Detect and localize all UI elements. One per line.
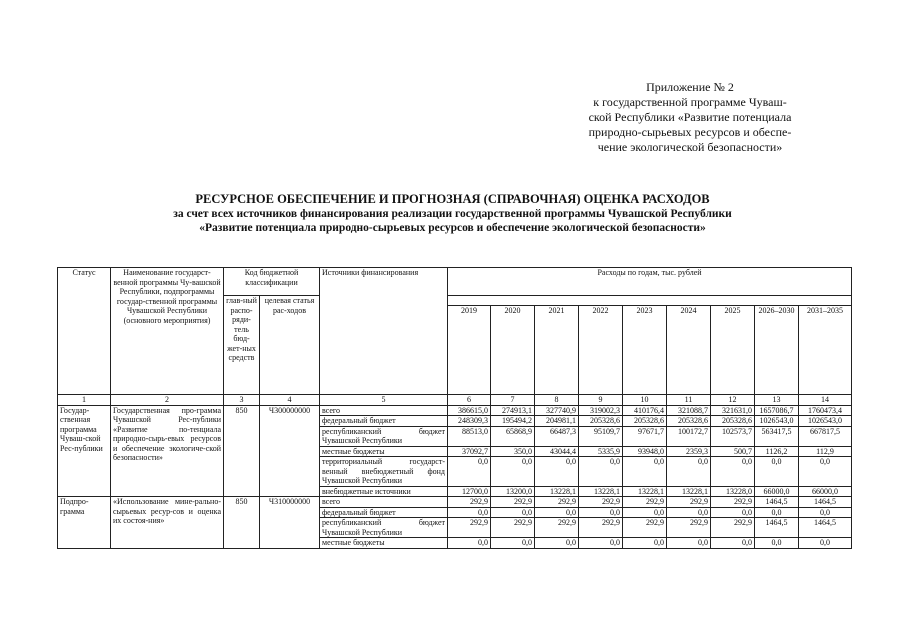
row-value: 1657086,7 [755, 405, 799, 416]
document-title [40, 192, 865, 236]
row-source: всего [320, 405, 448, 416]
row-value: 0,0 [711, 457, 755, 487]
row-value: 248309,3 [448, 416, 491, 427]
row-value: 319002,3 [579, 405, 623, 416]
row-value: 13228,0 [711, 486, 755, 497]
row-value: 350,0 [491, 446, 535, 457]
column-number: 4 [260, 395, 320, 406]
row-value: 292,9 [448, 518, 491, 538]
row-value: 0,0 [755, 507, 799, 518]
row-value: 0,0 [535, 457, 579, 487]
row-value: 13228,1 [535, 486, 579, 497]
row-value: 102573,7 [711, 426, 755, 446]
header-name: Наименование государст-венной программы Чу-вашской Республики, подпрограммы государ-ственной программы Чувашской Республики (основного мероприятия) [111, 268, 224, 395]
row-value: 1464,5 [755, 497, 799, 508]
row-source: федеральный бюджет [320, 416, 448, 427]
table-row [58, 405, 852, 416]
column-number: 9 [579, 395, 623, 406]
row-value: 274913,1 [491, 405, 535, 416]
row-value: 0,0 [755, 538, 799, 549]
row-value: 292,9 [579, 497, 623, 508]
row-source: федеральный бюджет [320, 507, 448, 518]
row-source: внебюджетные источники [320, 486, 448, 497]
header-year: 2020 [491, 306, 535, 395]
row-value: 205328,6 [667, 416, 711, 427]
header-target-item: целевая статья рас-ходов [260, 296, 320, 395]
row-value: 205328,6 [579, 416, 623, 427]
row-value: 1464,5 [799, 518, 852, 538]
row-value: 43044,4 [535, 446, 579, 457]
row-value: 321088,7 [667, 405, 711, 416]
row-main-manager: 850 [224, 497, 260, 549]
appendix-line: природно-сырьевых ресурсов и обеспе- [588, 125, 792, 139]
column-number: 11 [667, 395, 711, 406]
header-year: 2022 [579, 306, 623, 395]
row-value: 0,0 [535, 538, 579, 549]
row-value: 667817,5 [799, 426, 852, 446]
header-year: 2023 [623, 306, 667, 395]
column-number: 10 [623, 395, 667, 406]
row-status: Подпро-грамма [58, 497, 111, 549]
row-value: 0,0 [667, 538, 711, 549]
row-value: 0,0 [667, 457, 711, 487]
row-value: 0,0 [623, 507, 667, 518]
row-name: Государственная про-грамма Чувашской Рес-публики «Развитие по-тенциала природно-сырь-евых ресурсов и обеспечение экологиче-ской безопасности» [111, 405, 224, 497]
row-value: 97671,7 [623, 426, 667, 446]
row-value: 321631,0 [711, 405, 755, 416]
row-value: 292,9 [667, 518, 711, 538]
row-value: 386615,0 [448, 405, 491, 416]
row-value: 292,9 [491, 497, 535, 508]
row-value: 410176,4 [623, 405, 667, 416]
header-year: 2031–2035 [799, 306, 852, 395]
appendix-line: чение экологической безопасности» [597, 140, 783, 154]
row-value: 0,0 [448, 538, 491, 549]
row-value: 292,9 [579, 518, 623, 538]
row-value: 292,9 [667, 497, 711, 508]
row-value: 292,9 [711, 497, 755, 508]
row-value: 0,0 [579, 507, 623, 518]
column-number: 3 [224, 395, 260, 406]
column-number: 1 [58, 395, 111, 406]
column-number: 6 [448, 395, 491, 406]
header-expenses: Расходы по годам, тыс. рублей [448, 268, 852, 296]
row-value: 0,0 [448, 507, 491, 518]
header-year: 2021 [535, 306, 579, 395]
appendix-line: ской Республики «Развитие потенциала [588, 110, 792, 124]
header-sources: Источники финансирования [320, 268, 448, 395]
column-number: 7 [491, 395, 535, 406]
header-year: 2024 [667, 306, 711, 395]
row-value: 1464,5 [799, 497, 852, 508]
table-body [58, 405, 852, 548]
row-status: Государ-ственная программа Чуваш-ской Рес-публики [58, 405, 111, 497]
row-value: 12700,0 [448, 486, 491, 497]
row-value: 1464,5 [755, 518, 799, 538]
row-value: 1026543,0 [755, 416, 799, 427]
row-value: 0,0 [535, 507, 579, 518]
row-value: 13228,1 [579, 486, 623, 497]
row-value: 0,0 [623, 457, 667, 487]
header-spacer [448, 296, 852, 306]
row-value: 1126,2 [755, 446, 799, 457]
column-number: 13 [755, 395, 799, 406]
row-source: всего [320, 497, 448, 508]
row-value: 0,0 [755, 457, 799, 487]
row-value: 0,0 [711, 507, 755, 518]
row-target-item: Ч300000000 [260, 405, 320, 497]
table-header [58, 268, 852, 406]
row-value: 0,0 [491, 507, 535, 518]
row-value: 66487,3 [535, 426, 579, 446]
row-value: 13200,0 [491, 486, 535, 497]
row-value: 0,0 [448, 457, 491, 487]
row-value: 88513,0 [448, 426, 491, 446]
row-value: 0,0 [799, 507, 852, 518]
row-value: 292,9 [711, 518, 755, 538]
row-value: 13228,1 [667, 486, 711, 497]
row-value: 112,9 [799, 446, 852, 457]
column-number: 8 [535, 395, 579, 406]
row-value: 0,0 [799, 538, 852, 549]
row-value: 0,0 [491, 457, 535, 487]
row-value: 500,7 [711, 446, 755, 457]
column-number: 5 [320, 395, 448, 406]
title-line-1: РЕСУРСНОЕ ОБЕСПЕЧЕНИЕ И ПРОГНОЗНАЯ (СПРАВОЧНАЯ) ОЦЕНКА РАСХОДОВ [195, 192, 710, 206]
row-value: 563417,5 [755, 426, 799, 446]
row-value: 292,9 [491, 518, 535, 538]
column-number: 2 [111, 395, 224, 406]
row-value: 292,9 [535, 497, 579, 508]
appendix-line: Приложение № 2 [646, 80, 734, 94]
row-value: 0,0 [711, 538, 755, 549]
column-number: 14 [799, 395, 852, 406]
row-value: 292,9 [623, 497, 667, 508]
table-row [58, 497, 852, 508]
row-value: 292,9 [535, 518, 579, 538]
header-status: Статус [58, 268, 111, 395]
row-value: 66000,0 [755, 486, 799, 497]
appendix-note [560, 80, 820, 155]
row-value: 0,0 [579, 457, 623, 487]
appendix-line: к государственной программе Чуваш- [593, 95, 787, 109]
row-value: 66000,0 [799, 486, 852, 497]
header-year: 2026–2030 [755, 306, 799, 395]
row-source: местные бюджеты [320, 538, 448, 549]
row-value: 13228,1 [623, 486, 667, 497]
row-value: 0,0 [667, 507, 711, 518]
row-value: 65868,9 [491, 426, 535, 446]
row-source: территориальный государст-венный внебюджетный фонд Чувашской Республики [320, 457, 448, 487]
title-line-2: за счет всех источников финансирования реализации государственной программы Чувашской Республики [173, 207, 732, 220]
header-budget-code: Код бюджетной классификации [224, 268, 320, 296]
row-value: 327740,9 [535, 405, 579, 416]
row-value: 0,0 [579, 538, 623, 549]
row-value: 292,9 [623, 518, 667, 538]
row-target-item: Ч310000000 [260, 497, 320, 549]
row-source: республиканский бюджет Чувашской Республики [320, 518, 448, 538]
row-value: 195494,2 [491, 416, 535, 427]
row-value: 292,9 [448, 497, 491, 508]
row-value: 0,0 [491, 538, 535, 549]
row-value: 1026543,0 [799, 416, 852, 427]
row-source: местные бюджеты [320, 446, 448, 457]
row-source: республиканский бюджет Чувашской Республики [320, 426, 448, 446]
row-value: 93948,0 [623, 446, 667, 457]
row-value: 37092,7 [448, 446, 491, 457]
row-value: 5335,9 [579, 446, 623, 457]
row-value: 2359,3 [667, 446, 711, 457]
row-value: 0,0 [799, 457, 852, 487]
row-value: 1760473,4 [799, 405, 852, 416]
header-main-manager: глав-ный распо-ряди-тель бюд-жет-ных средств [224, 296, 260, 395]
row-value: 205328,6 [623, 416, 667, 427]
row-name: «Использование мине-рально-сырьевых ресур-сов и оценка их состоя-ния» [111, 497, 224, 549]
row-value: 0,0 [623, 538, 667, 549]
row-value: 204981,1 [535, 416, 579, 427]
column-number: 12 [711, 395, 755, 406]
row-value: 100172,7 [667, 426, 711, 446]
header-year: 2025 [711, 306, 755, 395]
row-value: 205328,6 [711, 416, 755, 427]
resource-table [57, 267, 852, 549]
row-value: 95109,7 [579, 426, 623, 446]
title-line-3: «Развитие потенциала природно-сырьевых ресурсов и обеспечение экологической безопасности» [199, 222, 706, 234]
row-main-manager: 850 [224, 405, 260, 497]
header-year: 2019 [448, 306, 491, 395]
